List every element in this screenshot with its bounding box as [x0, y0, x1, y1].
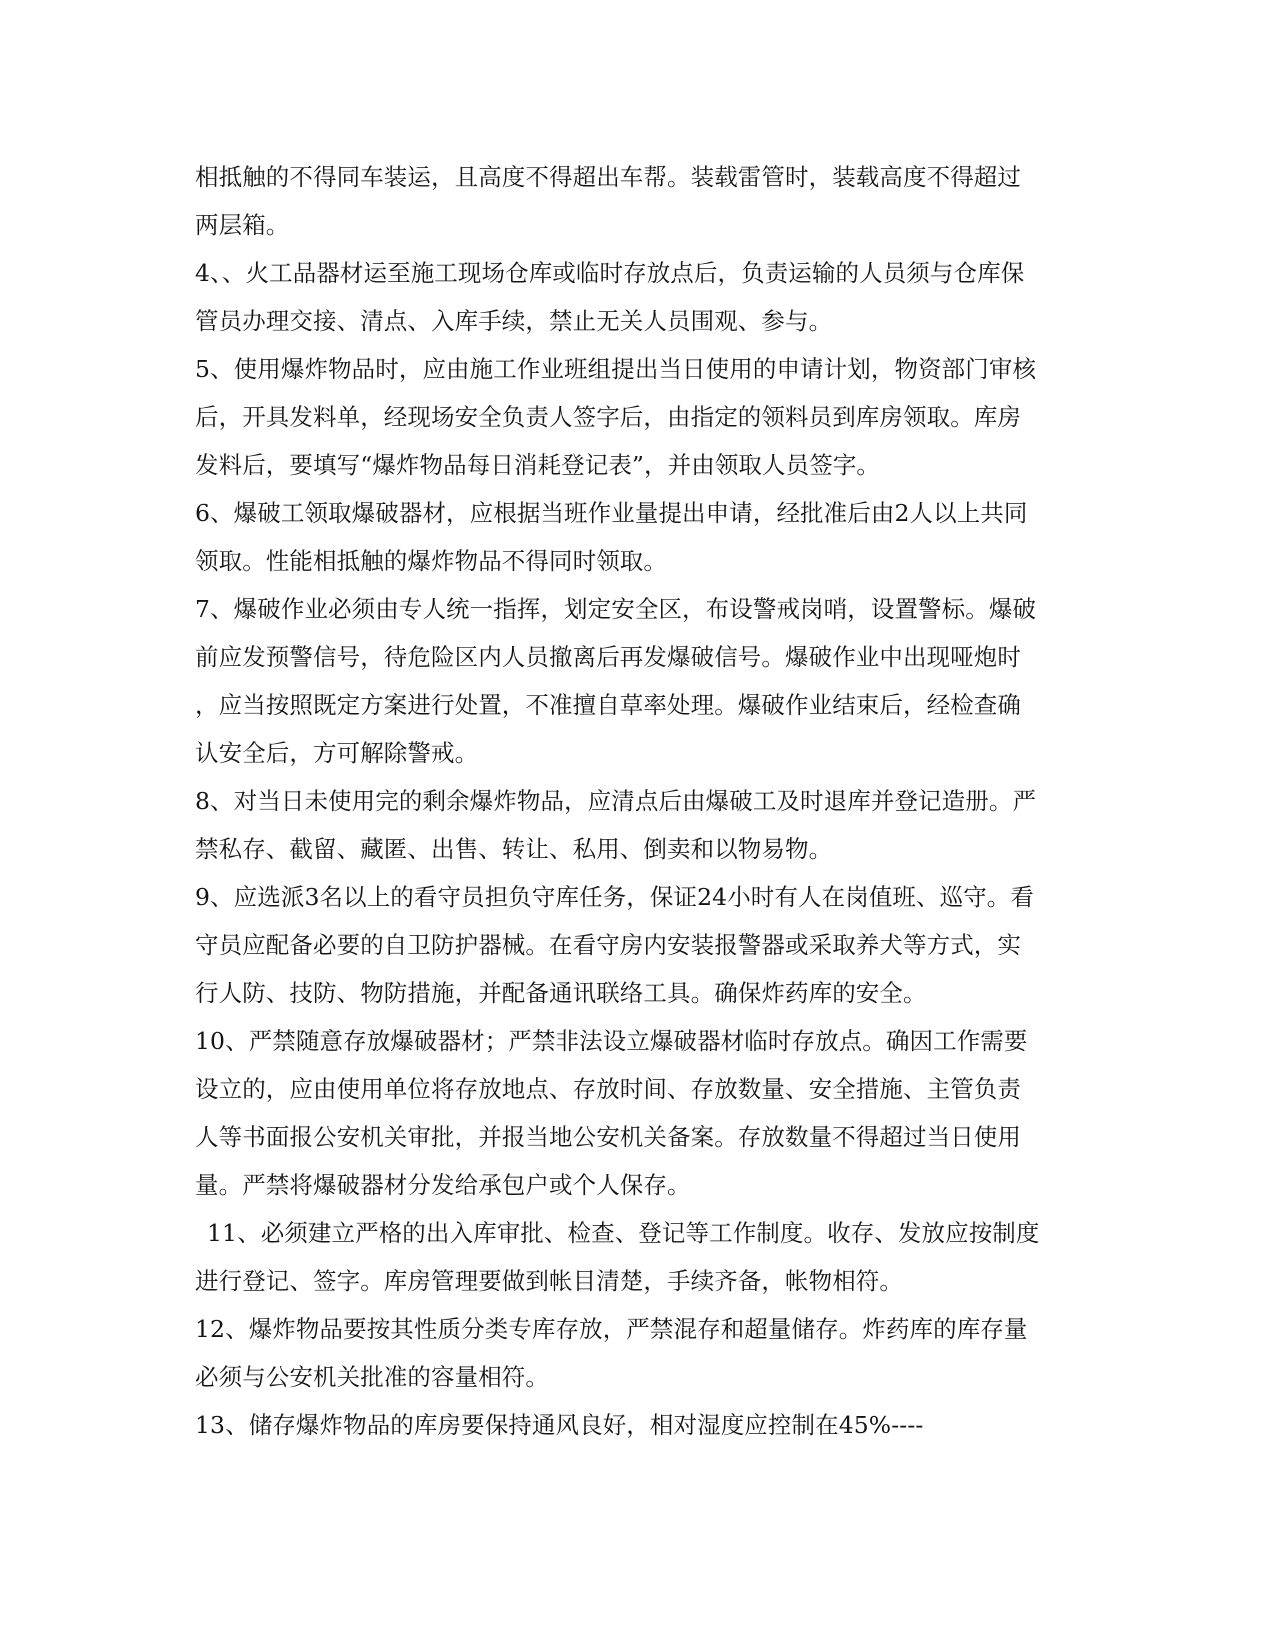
text-line: 9、应选派3名以上的看守员担负守库任务，保证24小时有人在岗值班、巡守。看 — [195, 883, 1035, 911]
text-line: 前应发预警信号，待危险区内人员撤离后再发爆破信号。爆破作业中出现哑炮时 — [195, 643, 1021, 671]
text-line: 10、严禁随意存放爆破器材；严禁非法设立爆破器材临时存放点。确因工作需要 — [195, 1027, 1028, 1055]
text-line: 13、储存爆炸物品的库房要保持通风良好，相对湿度应控制在45%---- — [195, 1411, 924, 1439]
text-line: 11、必须建立严格的出入库审批、检查、登记等工作制度。收存、发放应按制度 — [207, 1219, 1040, 1247]
text-line: 8、对当日未使用完的剩余爆炸物品，应清点后由爆破工及时退库并登记造册。严 — [195, 787, 1037, 815]
text-line: 发料后，要填写“爆炸物品每日消耗登记表”，并由领取人员签字。 — [195, 451, 881, 479]
text-line: 认安全后，方可解除警戒。 — [195, 739, 479, 767]
body-text — [195, 153, 1085, 1449]
text-line: 5、使用爆炸物品时，应由施工作业班组提出当日使用的申请计划，物资部门审核 — [195, 355, 1037, 383]
text-line: 量。严禁将爆破器材分发给承包户或个人保存。 — [195, 1171, 691, 1199]
text-line: 必须与公安机关批准的容量相符。 — [195, 1363, 549, 1391]
text-line: 7、爆破作业必须由专人统一指挥，划定安全区，布设警戒岗哨，设置警标。爆破 — [195, 595, 1037, 623]
text-line: 人等书面报公安机关审批，并报当地公安机关备案。存放数量不得超过当日使用 — [195, 1123, 1021, 1151]
text-line: 领取。性能相抵触的爆炸物品不得同时领取。 — [195, 547, 667, 575]
text-line: 管员办理交接、清点、入库手续，禁止无关人员围观、参与。 — [195, 307, 833, 335]
text-line: 禁私存、截留、藏匿、出售、转让、私用、倒卖和以物易物。 — [195, 835, 833, 863]
text-line: 12、爆炸物品要按其性质分类专库存放，严禁混存和超量储存。炸药库的库存量 — [195, 1315, 1028, 1343]
text-line: 后，开具发料单，经现场安全负责人签字后，由指定的领料员到库房领取。库房 — [195, 403, 1021, 431]
text-line: 守员应配备必要的自卫防护器械。在看守房内安装报警器或采取养犬等方式，实 — [195, 931, 1021, 959]
text-line: 进行登记、签字。库房管理要做到帐目清楚，手续齐备，帐物相符。 — [195, 1267, 903, 1295]
text-line: 设立的，应由使用单位将存放地点、存放时间、存放数量、安全措施、主管负责 — [195, 1075, 1021, 1103]
text-line: 相抵触的不得同车装运，且高度不得超出车帮。装载雷管时，装载高度不得超过 — [195, 163, 1021, 191]
text-line: 两层箱。 — [195, 211, 290, 239]
text-line: 6、爆破工领取爆破器材，应根据当班作业量提出申请，经批准后由2人以上共同 — [195, 499, 1028, 527]
text-line: 行人防、技防、物防措施，并配备通讯联络工具。确保炸药库的安全。 — [195, 979, 927, 1007]
text-line: 4、、火工品器材运至施工现场仓库或临时存放点后，负责运输的人员须与仓库保 — [195, 259, 1025, 287]
text-line: ，应当按照既定方案进行处置，不准擅自草率处理。爆破作业结束后，经检查确 — [195, 691, 1021, 719]
